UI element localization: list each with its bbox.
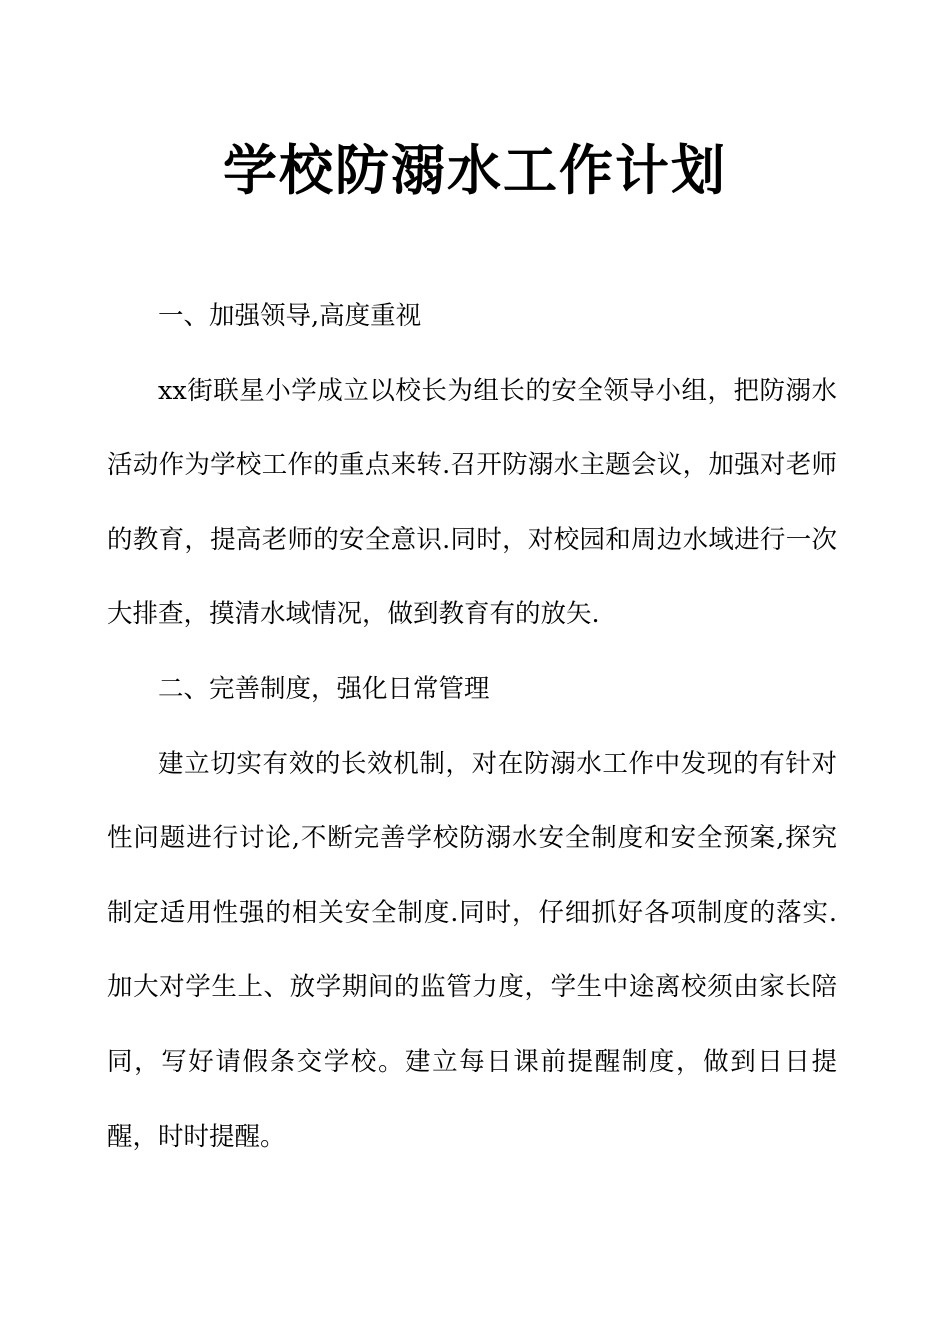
section-heading-2: 二、完善制度，强化日常管理 — [158, 673, 490, 704]
document-body — [107, 279, 837, 1174]
document-title: 学校防溺水工作计划 — [223, 139, 727, 202]
section-heading-1: 一、加强领导,高度重视 — [158, 301, 422, 331]
section-paragraph-2: 建立切实有效的长效机制，对在防溺水工作中发现的有针对性问题进行讨论,不断完善学校防溺水安全制度和安全预案,探究制定适用性强的相关安全制度.同时，仔细抓好各项制度的落实.加大对学生上、放学期间的监管力度，学生中途离校须由家长陪同，写好请假条交学校。建立每日课前提醒制度，做到日日提醒，时时提醒。 — [107, 748, 837, 1152]
section-paragraph-1: xx街联星小学成立以校长为组长的安全领导小组，把防溺水活动作为学校工作的重点来转.召开防溺水主题会议，加强对老师的教育，提高老师的安全意识.同时，对校园和周边水域进行一次大排查，摸清水域情况，做到教育有的放矢. — [107, 375, 837, 630]
